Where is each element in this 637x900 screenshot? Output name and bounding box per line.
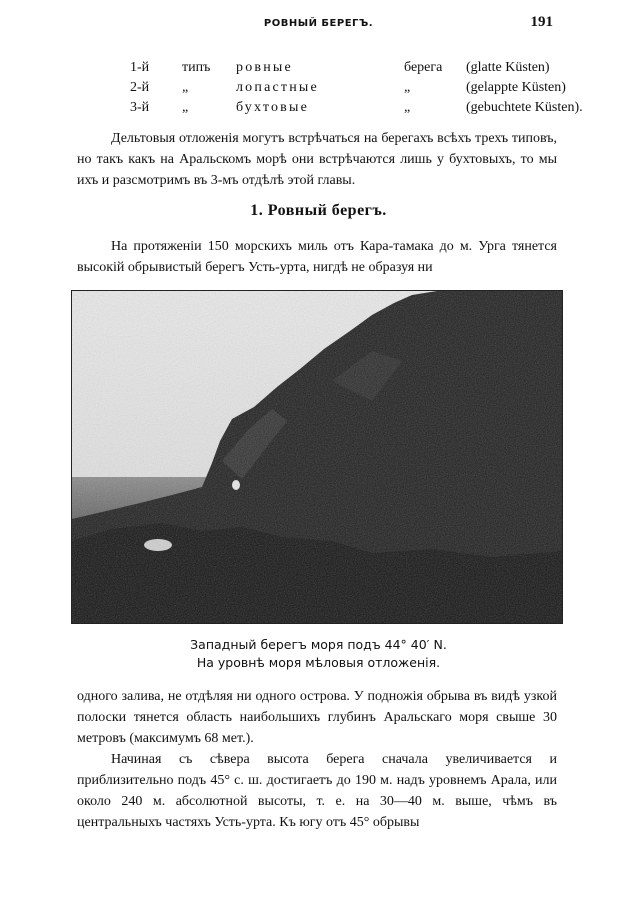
paragraph-deltas	[77, 128, 557, 191]
coast-type-row	[130, 78, 583, 98]
running-title: РОВНЫЙ БЕРЕГЪ.	[263, 18, 374, 29]
type-name: ровные	[236, 60, 293, 75]
paragraph-height	[77, 749, 557, 833]
type-name: лопастные	[236, 80, 319, 95]
type-german: (glatte Küsten)	[466, 60, 550, 75]
coast-photograph	[71, 290, 563, 624]
section-heading: 1. Ровный берегъ.	[250, 202, 387, 219]
paragraph-text: одного залива, не отдѣляя ни одного острова. У подножія обрыва въ видѣ узкой полоски тянется область наибольшихъ глубинъ Аральскаго моря свыше 30 метровъ (максимумъ 68 мет.).	[77, 689, 557, 746]
type-number: 1-й	[130, 60, 150, 75]
type-german: (gelappte Küsten)	[466, 80, 566, 95]
paragraph-text: На протяженіи 150 морскихъ миль отъ Кара-тамака до м. Урга тянется высокій обрывистый берегъ Усть-урта, нигдѣ не образуя ни	[77, 239, 557, 275]
paragraph-text: Начиная съ сѣвера высота берега сначала увеличивается и приблизительно подъ 45° с. ш. достигаетъ до 190 м. надъ уровнемъ Арала, или около 240 м. абсолютной высоты, т. е. на 30—40 м. выше, чѣмъ въ центральныхъ частяхъ Усть-урта. Къ югу отъ 45° обрывы	[77, 752, 557, 830]
ditto-mark: „	[182, 80, 189, 95]
ditto-mark: „	[182, 100, 189, 115]
ditto-mark: „	[404, 80, 411, 95]
page-number: 191	[530, 14, 553, 30]
paragraph-intro	[77, 236, 557, 278]
caption-line: На уровнѣ моря мѣловыя отложенія.	[196, 655, 441, 670]
type-name: бухтовые	[236, 100, 310, 115]
type-german: (gebuchtete Küsten).	[466, 100, 583, 115]
type-noun: берега	[404, 60, 443, 75]
caption-line: Западный берегъ моря подъ 44° 40′ N.	[190, 637, 447, 652]
ditto-mark: „	[404, 100, 411, 115]
type-number: 2-й	[130, 80, 150, 95]
type-word: типъ	[182, 60, 211, 75]
paragraph-continuation	[77, 686, 557, 749]
coast-type-row	[130, 58, 583, 78]
paragraph-text: Дельтовыя отложенія могутъ встрѣчаться на берегахъ всѣхъ трехъ типовъ, но такъ какъ на Аральскомъ морѣ они встрѣчаются лишь у бухтовыхъ, то мы ихъ и разсмотримъ въ 3-мъ отдѣлѣ этой главы.	[77, 131, 557, 188]
figure-caption	[0, 636, 637, 672]
coast-type-row	[130, 98, 583, 118]
photo-image	[72, 291, 562, 623]
type-number: 3-й	[130, 100, 150, 115]
coast-types-list	[130, 58, 583, 118]
